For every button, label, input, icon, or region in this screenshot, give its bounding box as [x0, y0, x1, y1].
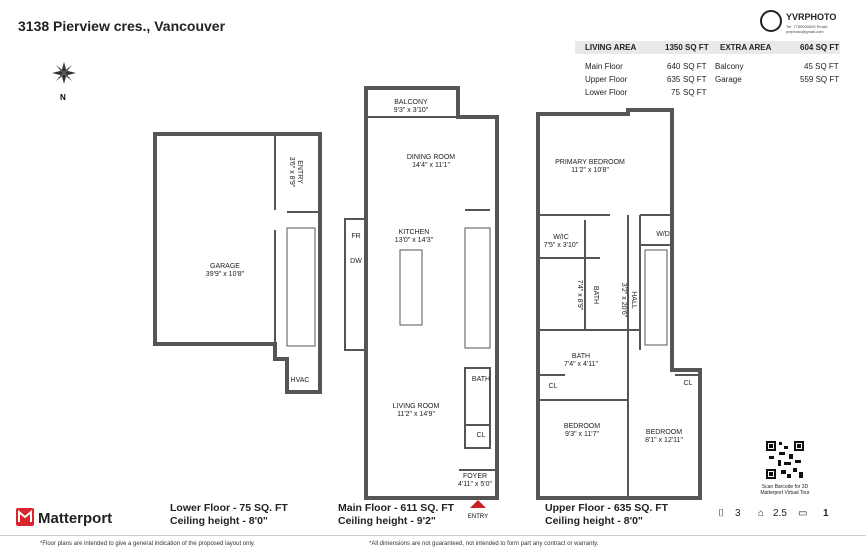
qr-code-icon[interactable]: [765, 440, 805, 480]
compass-north-label: N: [60, 93, 66, 102]
main-floor-area: Main Floor - 611 SQ. FT: [338, 502, 455, 514]
bed-icon: ⌷: [718, 508, 724, 519]
room-name: CL: [476, 432, 486, 439]
room-name: BATH: [471, 376, 491, 383]
room-name: W/D: [656, 231, 670, 238]
room-name: LIVING ROOM: [392, 403, 440, 410]
brand-contact: Tel: 7789000000 Email: yvrphoto@gmail.com: [786, 24, 828, 34]
room-dim: 7'4" x 4'11": [564, 361, 598, 368]
room-dim: 3'2" x 20'6": [620, 282, 627, 318]
area-row-name: Main Floor: [585, 62, 623, 71]
room-name: HALL: [630, 291, 637, 309]
area-row-value: 635: [667, 75, 681, 84]
bath-icon: ⌂: [758, 508, 765, 519]
brand-name: YVRPHOTO: [786, 12, 837, 22]
footer-divider: [0, 535, 866, 536]
room-name: BALCONY: [394, 99, 428, 106]
room-name: KITCHEN: [398, 229, 430, 236]
room-dim: 9'3" x 11'7": [565, 431, 599, 438]
room-dim: 4'11" x 5'0": [458, 481, 492, 488]
scan-instructions: Scan Barcode for 3D Matterport Virtual Tour: [760, 484, 810, 496]
lower-floor-height: Ceiling height - 8'0": [170, 515, 268, 527]
area-row-name: Upper Floor: [585, 75, 628, 84]
room-name: DW: [350, 258, 362, 265]
room-dim: 39'9" x 10'8": [205, 271, 245, 278]
upper-floor-height: Ceiling height - 8'0": [545, 515, 643, 527]
room-name: PRIMARY BEDROOM: [555, 159, 625, 166]
room-name: FOYER: [462, 473, 488, 480]
matterport-logo-icon: [16, 508, 34, 526]
parking-count: 1: [823, 508, 829, 519]
room-name: BATH: [571, 353, 591, 360]
extra-row-name: Garage: [715, 75, 742, 84]
main-floor-caption: [338, 502, 454, 528]
compass-icon: [52, 62, 76, 102]
area-row-unit: SQ FT: [683, 88, 707, 97]
room-name: BEDROOM: [563, 423, 601, 430]
area-row-value: 75: [671, 88, 680, 97]
extra-row-value: 559 SQ FT: [800, 75, 840, 84]
footer-disclaimer-right: *All dimensions are not guaranteed, not intended to form part any contract or warranty.: [369, 541, 599, 547]
footer-disclaimer-left: *Floor plans are intended to give a general indication of the proposed layout only.: [40, 541, 256, 547]
room-name: FR: [351, 233, 361, 240]
extra-row-value: 45 SQ FT: [804, 62, 839, 71]
area-row-unit: SQ FT: [683, 62, 707, 71]
upper-inner-walls: [538, 215, 700, 498]
room-dim: 11'2" x 10'8": [571, 167, 609, 174]
car-icon: ▭: [798, 508, 808, 519]
room-name: BATH: [592, 285, 599, 305]
room-dim: 7'4" x 8'9": [576, 279, 583, 311]
room-name: DINING ROOM: [406, 154, 456, 161]
room-dim: 13'0" x 14'3": [394, 237, 434, 244]
main-floor-height: Ceiling height - 9'2": [338, 515, 436, 527]
room-dim: 11'2" x 14'9": [397, 411, 435, 418]
bath-count: 2.5: [773, 508, 787, 519]
listing-title: 3138 Pierview cres., Vancouver: [18, 18, 226, 34]
matterport-wordmark: Matterport: [38, 510, 113, 527]
living-area-total: 1350 SQ FT: [665, 43, 709, 52]
area-row-name: Lower Floor: [585, 88, 628, 97]
kitchen-island: [400, 250, 422, 325]
room-name: W/IC: [553, 234, 569, 241]
extra-area-label: EXTRA AREA: [720, 43, 772, 52]
room-name: HVAC: [290, 377, 310, 384]
room-name: ENTRY: [296, 160, 303, 184]
room-dim: 7'5" x 3'10": [543, 242, 579, 249]
lower-floor-area: Lower Floor - 75 SQ. FT: [170, 502, 288, 514]
room-dim: 14'4" x 11'1": [412, 162, 450, 169]
upper-floor-caption: [545, 502, 668, 528]
room-name: GARAGE: [210, 263, 240, 270]
room-name: CL: [548, 383, 558, 390]
room-dim: 9'3" x 3'10": [393, 107, 429, 114]
entry-label: ENTRY: [467, 514, 489, 520]
extra-area-total: 604 SQ FT: [800, 43, 840, 52]
room-name: BEDROOM: [645, 429, 683, 436]
living-area-label: LIVING AREA: [585, 43, 637, 52]
bed-count: 3: [735, 508, 741, 519]
room-dim: 3'6" x 8'9": [288, 156, 295, 188]
area-row-value: 640: [667, 62, 681, 71]
upper-floor-area: Upper Floor - 635 SQ. FT: [545, 502, 669, 514]
entry-arrow-icon: [470, 500, 486, 508]
lower-floor-caption: [170, 502, 288, 528]
room-dim: 8'1" x 12'11": [645, 437, 683, 444]
extra-row-name: Balcony: [715, 62, 744, 71]
area-row-unit: SQ FT: [683, 75, 707, 84]
room-name: CL: [683, 380, 693, 387]
